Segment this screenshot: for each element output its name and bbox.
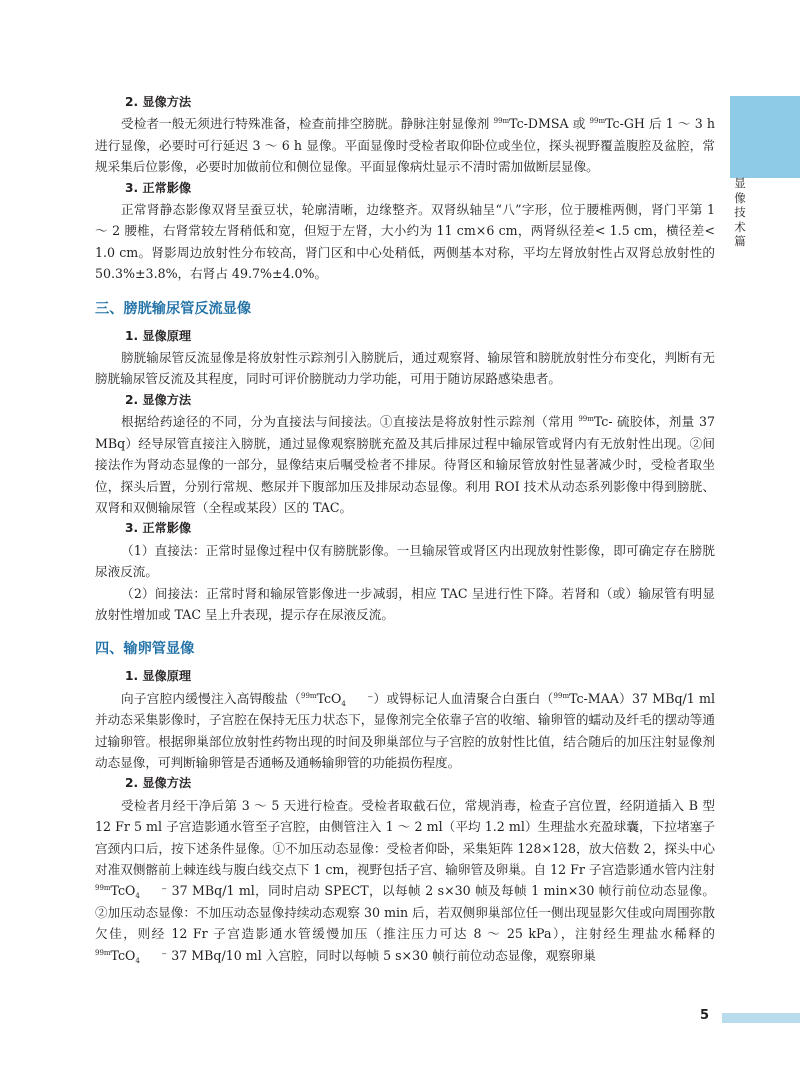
paragraph-reflux-principle: 膀胱输尿管反流显像是将放射性示踪剂引入膀胱后，通过观察肾、输尿管和膀胱放射性分布变化，判断有无膀胱输尿管反流及其程度，同时可评价膀胱动力学功能，可用于随访尿路感染患者。: [95, 350, 715, 387]
subheading-normal: 3. 正常影像: [125, 521, 192, 536]
section-title-fallopian-tube: 四、输卵管显像: [95, 641, 195, 658]
subheading-method: 2. 显像方法: [125, 392, 192, 407]
subheading-principle: 1. 显像原理: [125, 328, 192, 343]
paragraph-direct-method: （1）直接法：正常时显像过程中仅有膀胱影像。一旦输尿管或肾区内出现放射性影像，即可确定存在膀胱尿液反流。: [95, 542, 715, 580]
page-number: 5: [700, 1008, 710, 1023]
side-tab-accent: [730, 96, 800, 178]
page-content: [95, 92, 715, 966]
section-title-vesicoureteral-reflux: 三、膀胱输尿管反流显像: [95, 300, 252, 317]
chapter-side-label: 显像技术篇: [734, 176, 746, 248]
subheading-method-2: 2. 显像方法: [125, 776, 192, 791]
footer-accent-bar: [722, 1013, 800, 1023]
paragraph-kidney-method: 受检者一般无须进行特殊准备，检查前排空膀胱。静脉注射显像剂 $^{99m}$Tc-DMSA 或 $^{99m}$Tc-GH 后 1 ～ 3 h 进行显像，必要时可行延迟 3 ～ 6 h 显像。平面显像时受检者取仰卧位或坐位，探头视野覆盖腹腔及盆腔，常规采集后位影像，必要时加做前位和侧位显像。平面显像病灶显示不清时需加做断层显像。: [95, 116, 715, 175]
paragraph-tube-method: 受检者月经干净后第 3 ～ 5 天进行检查。受检者取截石位，常规消毒，检查子宫位置，经阴道插入 B 型 12 Fr 5 ml 子宫造影通水管至子宫腔，由侧管注入 1 ～ 2 ml（平均 1.2 ml）生理盐水充盈球囊，下拉堵塞子宫颈内口后，按下述条件显像。①不加压动态显像：受检者仰卧，采集矩阵 128×128，放大倍数 2，探头中心对准双侧髂前上棘连线与腹白线交点下 1 cm，视野包括子宫、输卵管及卵巢。自 12 Fr 子宫造影通水管内注射 $^{99m}$TcO − 4 37 MBq/1 ml，同时启动 SPECT，以每帧 2 s×30 帧及每帧 1 min×30 帧行前位动态显像。②加压动态显像：不加压动态显像持续动态观察 30 min 后，若双侧卵巢部位任一侧出现显影欠佳或向周围弥散欠佳，则经 12 Fr 子宫造影通水管缓慢加压（推注压力可达 8 ～ 25 kPa），注射经生理盐水稀释的 $^{99m}$TcO − 4 37 MBq/10 ml 入宫腔，同时以每帧 5 s×30 帧行前位动态显像，观察卵巢: [95, 797, 715, 965]
paragraph-indirect-method: （2）间接法：正常时肾和输尿管影像进一步减弱，相应 TAC 呈进行性下降。若肾和（或）输尿管有明显放射性增加或 TAC 呈上升表现，提示存在尿液反流。: [95, 585, 715, 622]
subheading-imaging-method: 2. 显像方法: [125, 95, 192, 109]
paragraph-kidney-normal: 正常肾静态影像双肾呈蚕豆状，轮廓清晰，边缘整齐。双肾纵轴呈“八”字形，位于腰椎两侧，肾门平第 1 ～ 2 腰椎，右肾常较左肾稍低和宽，但短于左肾，大小约为 11 cm×6 cm，两肾纵径差< 1.5 cm，横径差< 1.0 cm。肾影周边放射性分布较高，肾门区和中心处稍低，两侧基本对称，平均左肾放射性占双肾总放射性的 50.3%±3.8%，右肾占 49.7%±4.0%。: [95, 202, 715, 282]
subheading-normal-image: 3. 正常影像: [125, 180, 192, 195]
subheading-principle-2: 1. 显像原理: [125, 669, 192, 684]
paragraph-tube-principle: 向子宫腔内缓慢注入高锝酸盐（$^{99m}$TcO − 4 ）或锝标记人血清聚合白蛋白（$^{99m}$Tc-MAA）37 MBq/1 ml 并动态采集影像时，子宫腔在保持无压力状态下，显像剂完全依靠子宫的收缩、输卵管的蠕动及纤毛的摆动等通过输卵管。根据卵巢部位放射性药物出现的时间及卵巢部位与子宫腔的放射性比值，结合随后的加压注射显像剂动态显像，可判断输卵管是否通畅及通畅输卵管的功能损伤程度。: [95, 690, 716, 770]
paragraph-reflux-method: 根据给药途径的不同，分为直接法与间接法。①直接法是将放射性示踪剂（常用 $^{99m}$Tc- 硫胶体，剂量 37 MBq）经导尿管直接注入膀胱，通过显像观察膀胱充盈及其后排尿过程中输尿管或肾内有无放射性出现。②间接法作为肾动态显像的一部分，显像结束后嘱受检者不排尿。待肾区和输尿管放射性显著减少时，受检者取坐位，探头后置，分别行常规、憋尿并下腹部加压及排尿动态显像。利用 ROI 技术从动态系列影像中得到膀胱、双肾和双侧输尿管（全程或某段）区的 TAC。: [95, 414, 715, 515]
